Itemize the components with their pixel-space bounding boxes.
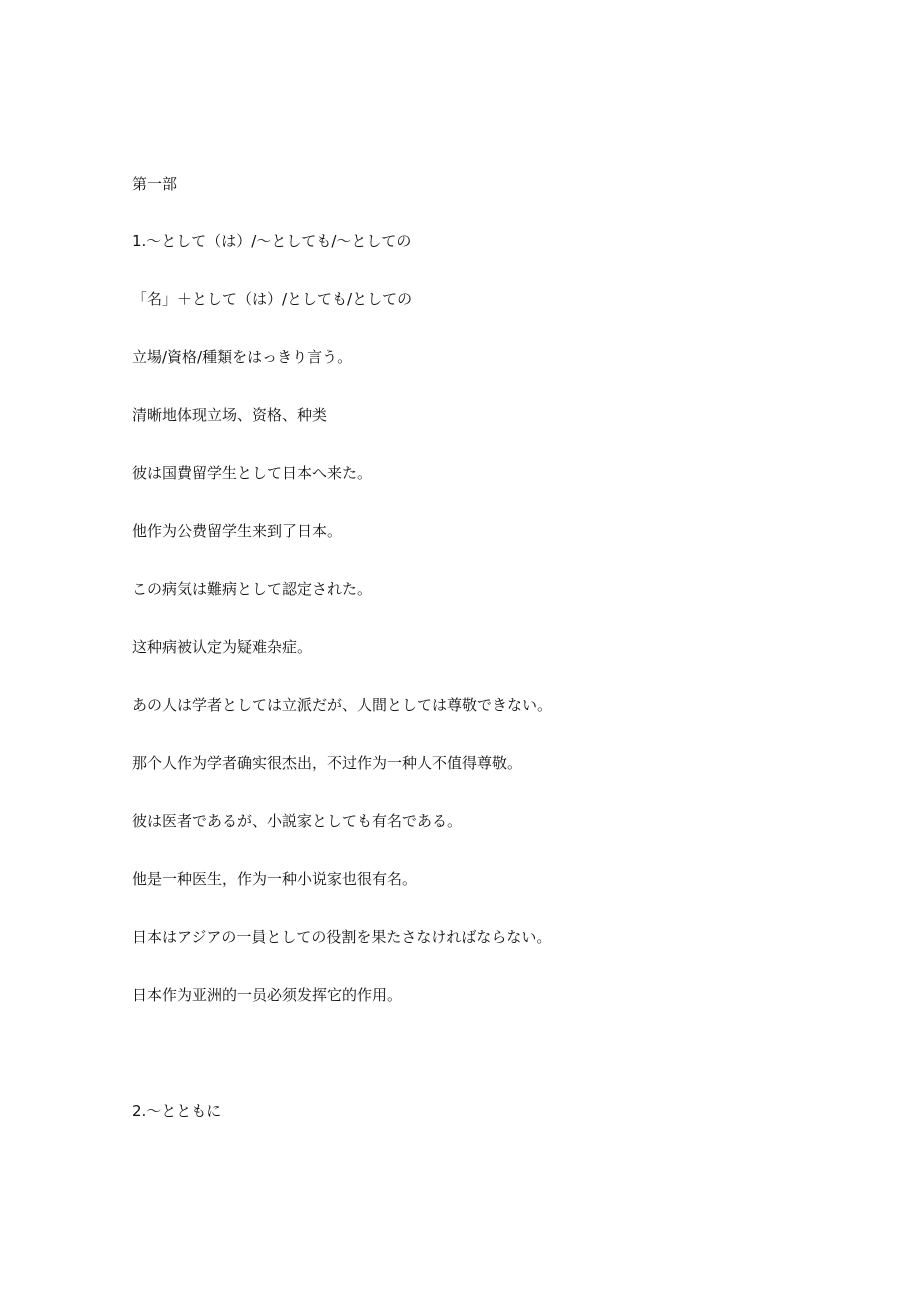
section-2-title: 2.～とともに [132, 1102, 222, 1120]
example-5-japanese: 日本はアジアの一員としての役割を果たさなければならない。 [132, 928, 552, 946]
grammar-pattern: 「名」＋として（は）/としても/としての [132, 290, 413, 308]
section-1-title: 1.～として（は）/～としても/～としての [132, 232, 412, 250]
example-3-chinese: 那个人作为学者确实很杰出，不过作为一种人不值得尊敬。 [132, 754, 523, 772]
example-3-japanese: あの人は学者としては立派だが、人間としては尊敬できない。 [132, 696, 553, 714]
example-5-chinese: 日本作为亚洲的一员必须发挥它的作用。 [132, 986, 403, 1004]
part-heading: 第一部 [132, 175, 178, 193]
example-1-chinese: 他作为公费留学生来到了日本。 [132, 522, 343, 540]
example-4-chinese: 他是一种医生，作为一种小说家也很有名。 [132, 870, 418, 888]
example-1-japanese: 彼は国費留学生として日本へ来た。 [132, 464, 373, 482]
example-2-japanese: この病気は難病として認定された。 [132, 580, 373, 598]
example-2-chinese: 这种病被认定为疑难杂症。 [132, 638, 313, 656]
example-4-japanese: 彼は医者であるが、小説家としても有名である。 [132, 812, 463, 830]
explanation-japanese: 立場/資格/種類をはっきり言う。 [132, 348, 353, 366]
explanation-chinese: 清晰地体现立场、资格、种类 [132, 406, 328, 424]
